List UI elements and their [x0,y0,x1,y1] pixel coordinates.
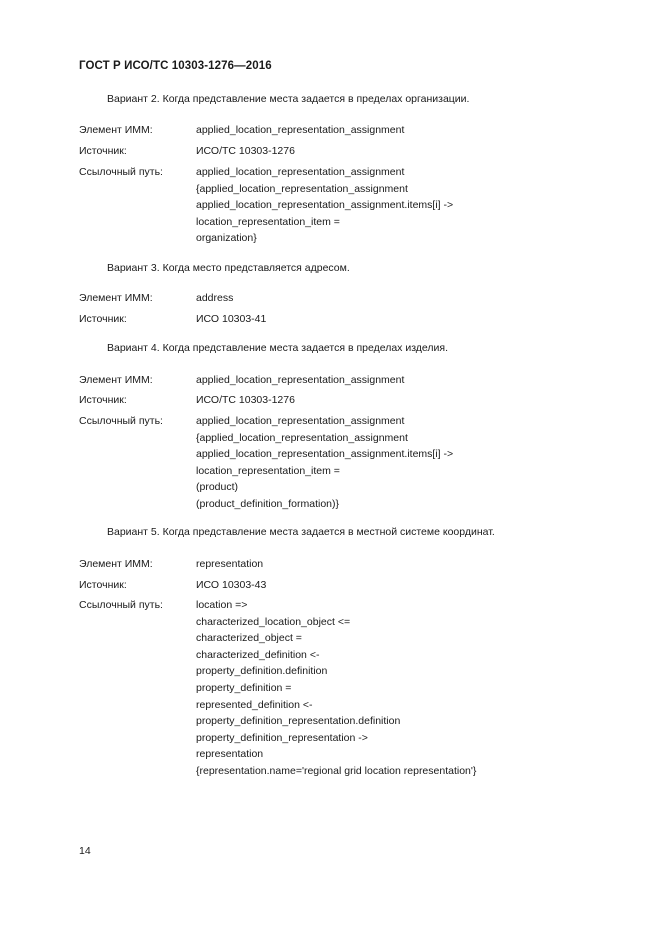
path-line: (product_definition_formation)} [196,497,340,510]
page-number: 14 [79,845,91,857]
path-value [196,164,453,247]
source-value: ИСО/ТС 10303-1276 [196,394,295,406]
path-line: location_representation_item = [196,215,340,228]
path-line: represented_definition <- [196,698,313,711]
path-label: Ссылочный путь: [79,599,163,611]
element-label: Элемент ИММ: [79,374,153,386]
element-label: Элемент ИММ: [79,558,153,570]
path-label: Ссылочный путь: [79,415,163,427]
path-line: characterized_definition <- [196,648,320,661]
source-label: Источник: [79,313,127,325]
element-value: applied_location_representation_assignment [196,124,405,136]
variant-3-title: Вариант 3. Когда место представляется адресом. [107,262,350,274]
path-line: {applied_location_representation_assignment [196,182,408,195]
path-line: applied_location_representation_assignment.items[i] -> [196,448,454,461]
element-value: representation [196,558,264,570]
path-value [196,413,453,513]
element-value: applied_location_representation_assignment [196,374,405,386]
source-label: Источник: [79,145,127,157]
path-line: {representation.name='regional grid location representation'} [196,764,477,777]
element-label: Элемент ИММ: [79,124,153,136]
source-label: Источник: [79,394,127,406]
path-line: applied_location_representation_assignment [196,415,405,427]
path-line: applied_location_representation_assignment.items[i] -> [196,199,454,212]
element-value: address [196,292,234,304]
path-label: Ссылочный путь: [79,166,163,178]
path-line: characterized_object = [196,632,302,645]
path-line: property_definition_representation.definition [196,715,401,728]
path-line: (product) [196,481,239,494]
variant-4-title: Вариант 4. Когда представление места задается в пределах изделия. [107,342,449,354]
variant-5-title: Вариант 5. Когда представление места задается в местной системе координат. [107,526,495,538]
variant-2-title: Вариант 2. Когда представление места задается в пределах организации. [107,93,470,105]
path-line: characterized_location_object <= [196,615,351,628]
path-line: organization} [196,232,257,245]
page-header: ГОСТ Р ИСО/ТС 10303-1276—2016 [79,60,272,72]
path-line: applied_location_representation_assignment [196,166,405,178]
source-label: Источник: [79,579,127,591]
source-value: ИСО 10303-41 [196,313,267,325]
path-line: representation [196,748,264,761]
path-line: property_definition.definition [196,665,328,678]
path-line: location => [196,599,248,611]
element-label: Элемент ИММ: [79,292,153,304]
path-value [196,597,476,780]
source-value: ИСО/ТС 10303-1276 [196,145,295,157]
path-line: property_definition_representation -> [196,731,368,744]
path-line: {applied_location_representation_assignment [196,431,408,444]
path-line: property_definition = [196,681,292,694]
path-line: location_representation_item = [196,464,340,477]
source-value: ИСО 10303-43 [196,579,267,591]
